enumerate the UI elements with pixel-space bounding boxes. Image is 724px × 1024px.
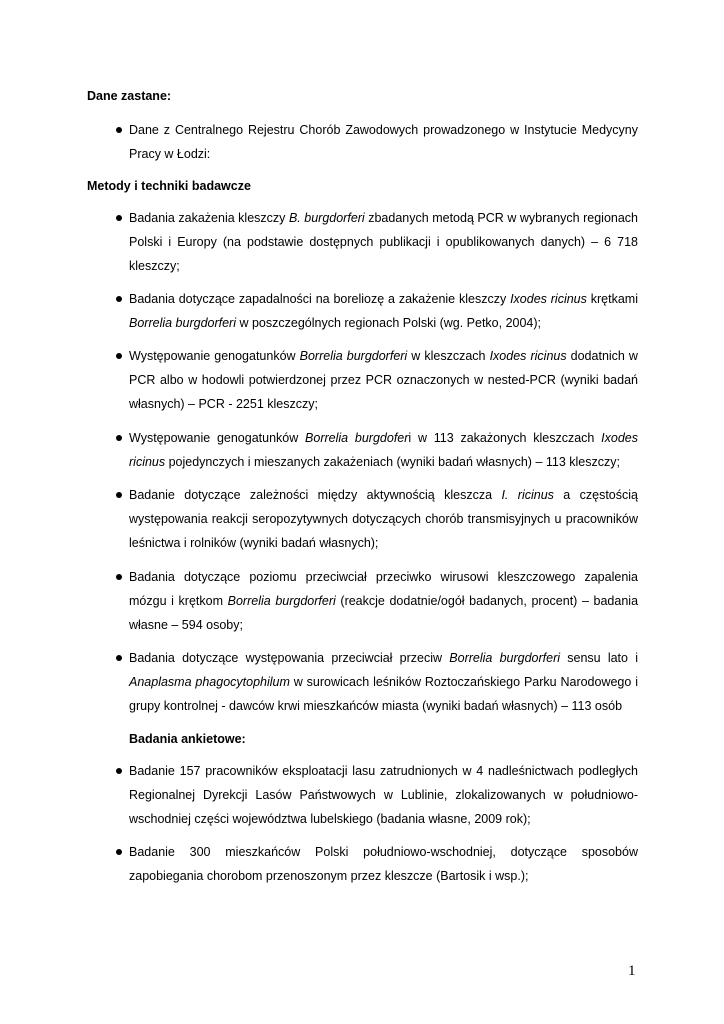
bullet-icon [116, 435, 122, 441]
bullet-icon [116, 353, 122, 359]
bullet-icon [116, 296, 122, 302]
heading-badania-ankietowe: Badania ankietowe: [129, 732, 246, 746]
list-item [87, 487, 638, 555]
list-item [87, 210, 638, 278]
bullet-icon [116, 127, 122, 133]
bullet-icon [116, 655, 122, 661]
list-item [87, 763, 638, 831]
bullet-icon [116, 574, 122, 580]
bullet-icon [116, 215, 122, 221]
list-item-text: Występowanie genogatunków Borrelia burgdoferi w 113 zakażonych kleszczach Ixodes ricinus pojedynczych i mieszanych zakażeniach (wyniki badań własnych) – 113 kleszczy; [129, 431, 638, 469]
list-item-text: Badanie dotyczące zależności między aktywnością kleszcza I. ricinus a częstością występowania reakcji seropozytywnych dotyczących chorób transmisyjnych u pracowników leśnictwa i rolników (wyniki badań własnych); [129, 488, 638, 550]
list-item [87, 844, 638, 888]
list-item [87, 122, 638, 166]
bullet-icon [116, 492, 122, 498]
list-item-text: Badania dotyczące występowania przeciwciał przeciw Borrelia burgdorferi sensu lato i Anaplasma phagocytophilum w surowicach leśników Roztoczańskiego Parku Narodowego i grupy kontrolnej - dawców krwi mieszkańców miasta (wyniki badań własnych) – 113 osób [129, 651, 638, 713]
bullet-icon [116, 768, 122, 774]
page-number: 1 [628, 963, 636, 979]
list-item-text: Badanie 300 mieszkańców Polski południowo-wschodniej, dotyczące sposobów zapobiegania chorobom przenoszonym przez kleszcze (Bartosik i wsp.); [129, 845, 638, 883]
list-item-text: Występowanie genogatunków Borrelia burgdorferi w kleszczach Ixodes ricinus dodatnich w PCR albo w hodowli potwierdzonej przez PCR oznaczonych w nested-PCR (wyniki badań własnych) – PCR - 2251 kleszczy; [129, 349, 638, 411]
list-item-text: Badania zakażenia kleszczy B. burgdorferi zbadanych metodą PCR w wybranych regionach Polski i Europy (na podstawie dostępnych publikacji i opublikowanych danych) – 6 718 kleszczy; [129, 211, 639, 273]
list-item-text: Badania dotyczące zapadalności na boreliozę a zakażenie kleszczy Ixodes ricinus krętkami Borrelia burgdorferi w poszczególnych regionach Polski (wg. Petko, 2004); [129, 292, 638, 330]
list-item [87, 348, 638, 416]
list-item [87, 430, 638, 474]
list-item-text: Badania dotyczące poziomu przeciwciał przeciwko wirusowi kleszczowego zapalenia mózgu i krętkom Borrelia burgdorferi (reakcje dodatnie/ogół badanych, procent) – badania własne – 594 osoby; [129, 570, 639, 632]
heading-metody: Metody i techniki badawcze [87, 179, 251, 193]
list-item [87, 291, 638, 335]
heading-dane-zastane: Dane zastane: [87, 89, 172, 103]
list-item-text: Badanie 157 pracowników eksploatacji lasu zatrudnionych w 4 nadleśnictwach podległych Regionalnej Dyrekcji Lasów Państwowych w Lublinie, zlokalizowanych w południowo-wschodniej części województwa lubelskiego (badania własne, 2009 rok); [129, 764, 638, 826]
list-item [87, 650, 638, 718]
list-item [87, 569, 638, 637]
list-item-text: Dane z Centralnego Rejestru Chorób Zawodowych prowadzonego w Instytucie Medycyny Pracy w Łodzi: [129, 123, 638, 161]
bullet-icon [116, 849, 122, 855]
